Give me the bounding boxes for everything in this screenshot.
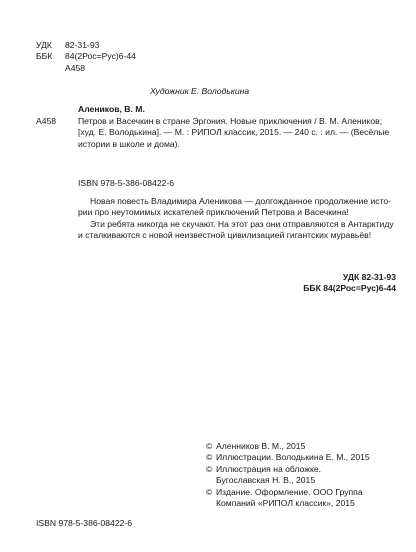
author-heading: Алеников, В. М. bbox=[78, 104, 145, 114]
annotation-line: и сталкиваются с новой неизвестной цивилизацией гигантских муравьёв! bbox=[78, 230, 372, 241]
bbk-row bbox=[36, 51, 256, 62]
udk-value: 82-31-93 bbox=[65, 40, 100, 50]
copyright-block bbox=[206, 441, 370, 509]
copyright-text: Иллюстрации. Володькина Е. М., 2015 bbox=[216, 452, 370, 463]
annotation-line: Новая повесть Владимира Аленикова — долгожданное продолжение исто- bbox=[90, 196, 392, 206]
annotation bbox=[78, 196, 396, 242]
author-sign-value: А458 bbox=[65, 62, 86, 73]
udk-label: УДК bbox=[36, 40, 52, 50]
copyright-line bbox=[206, 464, 370, 475]
bibliographic-description bbox=[78, 116, 396, 150]
copyright-line bbox=[206, 452, 370, 463]
author-sign-row bbox=[36, 63, 256, 74]
copyright-text: Издание. Оформление. ООО Группа bbox=[216, 486, 363, 497]
illustrator-credit: Художник Е. Володькина bbox=[150, 86, 250, 96]
copyright-symbol bbox=[206, 498, 216, 509]
bib-line: истории в школе и дома). bbox=[78, 138, 180, 149]
copyright-line bbox=[206, 441, 370, 452]
bbk-value: 84(2Рос=Рус)6-44 bbox=[65, 51, 136, 62]
annotation-line: Эти ребята никогда не скучают. На этот раз они отправляются в Антарктиду bbox=[90, 218, 394, 229]
copyright-symbol: © bbox=[206, 463, 213, 474]
copyright-symbol bbox=[206, 475, 216, 486]
classification-bbk: ББК 84(2Рос=Рус)6-44 bbox=[303, 283, 396, 294]
copyright-text: Бугославская Н. В., 2015 bbox=[216, 475, 316, 486]
udk-row bbox=[36, 40, 256, 51]
bib-line: Петров и Васечкин в стране Эргония. Новые приключения / В. М. Алеников; bbox=[78, 116, 383, 126]
classification-udk: УДК 82-31-93 bbox=[342, 272, 396, 282]
classification-block bbox=[303, 272, 396, 295]
copyright-line bbox=[206, 498, 370, 509]
copyright-symbol: © bbox=[206, 452, 213, 463]
copyright-line bbox=[206, 475, 370, 486]
header-codes bbox=[36, 40, 256, 74]
copyright-line bbox=[206, 487, 370, 498]
isbn-main: ISBN 978-5-386-08422-6 bbox=[78, 178, 175, 188]
copyright-text: Аленников В. М., 2015 bbox=[216, 441, 306, 451]
author-sign-label bbox=[36, 63, 65, 74]
bbk-label: ББК bbox=[36, 51, 53, 62]
isbn-footer: ISBN 978-5-386-08422-6 bbox=[36, 518, 133, 528]
copyright-text: Иллюстрация на обложке. bbox=[216, 463, 322, 474]
bib-author-sign: А458 bbox=[36, 116, 57, 126]
annotation-line: рии про неутомимых искателей приключений Петрова и Васечкина! bbox=[78, 207, 349, 218]
copyright-symbol: © bbox=[206, 486, 213, 497]
bib-line: [худ. Е. Володькина]. — М. : РИПОЛ классик, 2015. — 240 с. : ил. — (Весёлые bbox=[78, 127, 390, 138]
copyright-text: Компаний «РИПОЛ классик», 2015 bbox=[216, 498, 355, 509]
copyright-symbol: © bbox=[206, 441, 213, 451]
